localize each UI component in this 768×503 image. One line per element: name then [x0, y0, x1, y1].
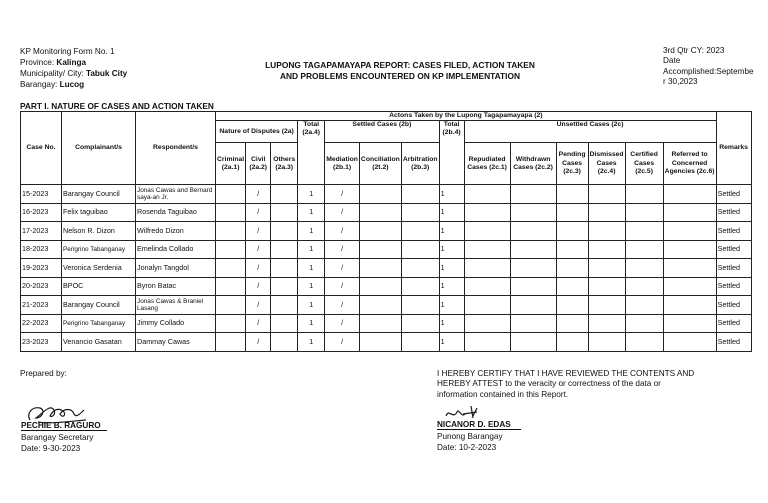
secretary-position: Barangay Secretary: [21, 433, 94, 442]
cell-mediation: /: [325, 314, 360, 333]
cell-total-2a4: 1: [298, 259, 325, 278]
cell-case-no: 17-2023: [21, 222, 62, 241]
table-row: [21, 314, 752, 333]
cell-withdrawn: [510, 222, 556, 241]
cases-table: [20, 111, 752, 352]
cell-civil: /: [246, 240, 271, 259]
cell-dismissed: [588, 240, 625, 259]
col-others: Others (2a.3): [271, 143, 298, 185]
cell-withdrawn: [510, 185, 556, 204]
cell-total-2b4: 1: [439, 185, 464, 204]
cell-case-no: 18-2023: [21, 240, 62, 259]
cell-certified: [625, 296, 663, 315]
cell-mediation: /: [325, 296, 360, 315]
cell-case-no: 20-2023: [21, 277, 62, 296]
cell-others: [271, 203, 298, 222]
cell-complainant: Nelson R. Dizon: [62, 222, 136, 241]
certification-line-1: I HEREBY CERTIFY THAT I HAVE REVIEWED THE CONTENTS AND: [437, 369, 695, 378]
municipality-line: [20, 69, 127, 79]
cell-mediation: /: [325, 185, 360, 204]
cell-repudiated: [464, 259, 510, 278]
cell-criminal: [216, 203, 246, 222]
cell-pending: [556, 333, 588, 352]
table-header-row-1: [21, 112, 752, 121]
cell-pending: [556, 277, 588, 296]
table-row: [21, 333, 752, 352]
cell-remarks: Settled: [716, 314, 751, 333]
table-row: [21, 240, 752, 259]
cell-conciliation: [359, 259, 401, 278]
table-row: [21, 185, 752, 204]
table-row: [21, 203, 752, 222]
cell-respondent: Emelinda Collado: [136, 240, 216, 259]
cell-civil: /: [246, 259, 271, 278]
cell-pending: [556, 296, 588, 315]
cell-repudiated: [464, 240, 510, 259]
cell-case-no: 22-2023: [21, 314, 62, 333]
cell-conciliation: [359, 314, 401, 333]
cell-civil: /: [246, 333, 271, 352]
col-referred: Referred to Concerned Agencies (2c.6): [663, 143, 716, 185]
col-complainant: Complainant/s: [62, 112, 136, 185]
cell-repudiated: [464, 277, 510, 296]
cell-total-2a4: 1: [298, 222, 325, 241]
cell-withdrawn: [510, 296, 556, 315]
cell-complainant: Barangay Council: [62, 185, 136, 204]
cell-criminal: [216, 185, 246, 204]
cell-arbitration: [401, 296, 439, 315]
col-unsettled-cases: Unsettled Cases (2c): [464, 121, 716, 143]
cell-dismissed: [588, 203, 625, 222]
cell-referred: [663, 240, 716, 259]
col-withdrawn: Withdrawn Cases (2c.2): [510, 143, 556, 185]
cell-referred: [663, 185, 716, 204]
cell-others: [271, 314, 298, 333]
cell-repudiated: [464, 296, 510, 315]
cell-others: [271, 333, 298, 352]
cell-withdrawn: [510, 333, 556, 352]
municipality-value: Tabuk City: [85, 69, 128, 78]
cell-others: [271, 296, 298, 315]
cell-total-2b4: 1: [439, 333, 464, 352]
cell-withdrawn: [510, 314, 556, 333]
cell-repudiated: [464, 314, 510, 333]
cell-dismissed: [588, 222, 625, 241]
cell-complainant: BPOC: [62, 277, 136, 296]
cell-civil: /: [246, 314, 271, 333]
cell-arbitration: [401, 222, 439, 241]
cell-total-2b4: 1: [439, 296, 464, 315]
cell-criminal: [216, 240, 246, 259]
cell-total-2a4: 1: [298, 240, 325, 259]
cell-remarks: Settled: [716, 240, 751, 259]
cell-arbitration: [401, 240, 439, 259]
cell-others: [271, 277, 298, 296]
quarter-label: 3rd Qtr CY: 2023: [663, 46, 725, 55]
cell-pending: [556, 259, 588, 278]
cell-repudiated: [464, 333, 510, 352]
prepared-date: Date: 9-30-2023: [21, 444, 81, 453]
cell-dismissed: [588, 333, 625, 352]
cell-total-2b4: 1: [439, 222, 464, 241]
col-arbitration: Arbitration (2b.3): [401, 143, 439, 185]
cell-remarks: Settled: [716, 185, 751, 204]
cell-total-2b4: 1: [439, 259, 464, 278]
cell-remarks: Settled: [716, 277, 751, 296]
cell-arbitration: [401, 314, 439, 333]
cell-criminal: [216, 333, 246, 352]
barangay-label: Barangay:: [20, 80, 58, 89]
col-remarks: Remarks: [716, 112, 751, 185]
cell-respondent: Jonas Cawas and Bernard saya-an Jr.: [136, 185, 216, 204]
cell-conciliation: [359, 203, 401, 222]
cell-withdrawn: [510, 259, 556, 278]
col-certified: Certified Cases (2c.5): [625, 143, 663, 185]
cell-certified: [625, 314, 663, 333]
cell-mediation: /: [325, 222, 360, 241]
cell-complainant: Barangay Council: [62, 296, 136, 315]
cell-referred: [663, 314, 716, 333]
table-row: [21, 277, 752, 296]
col-total-2b4: Total (2b.4): [439, 121, 464, 185]
cell-conciliation: [359, 240, 401, 259]
report-title-line-2: AND PROBLEMS ENCOUNTERED ON KP IMPLEMENTATION: [279, 70, 521, 81]
cell-arbitration: [401, 185, 439, 204]
certify-date: Date: 10-2-2023: [437, 443, 497, 452]
col-respondent: Respondent/s: [136, 112, 216, 185]
cell-referred: [663, 277, 716, 296]
punong-barangay-position: Punong Barangay: [437, 432, 503, 441]
part-title: PART I. NATURE OF CASES AND ACTION TAKEN: [20, 101, 214, 111]
table-row: [21, 222, 752, 241]
cell-certified: [625, 259, 663, 278]
cell-complainant: Veronica Serdenia: [62, 259, 136, 278]
barangay-line: [20, 80, 84, 90]
cell-respondent: Wilfredo Dizon: [136, 222, 216, 241]
cell-respondent: Byron Batac: [136, 277, 216, 296]
cell-civil: /: [246, 203, 271, 222]
report-title: [250, 60, 550, 81]
col-criminal: Criminal (2a.1): [216, 143, 246, 185]
cell-conciliation: [359, 277, 401, 296]
cell-referred: [663, 259, 716, 278]
cell-remarks: Settled: [716, 296, 751, 315]
col-repudiated: Repudiated Cases (2c.1): [464, 143, 510, 185]
cell-total-2b4: 1: [439, 314, 464, 333]
cell-dismissed: [588, 277, 625, 296]
cell-case-no: 19-2023: [21, 259, 62, 278]
report-period: [663, 46, 767, 88]
cell-dismissed: [588, 314, 625, 333]
province-line: [20, 58, 86, 68]
cell-pending: [556, 240, 588, 259]
cell-respondent: Jonalyn Tangdol: [136, 259, 216, 278]
date-label: Date: [663, 56, 681, 66]
cell-total-2a4: 1: [298, 203, 325, 222]
col-settled-cases: Settled Cases (2b): [325, 121, 439, 143]
cell-case-no: 15-2023: [21, 185, 62, 204]
form-number: KP Monitoring Form No. 1: [20, 47, 115, 56]
cell-withdrawn: [510, 240, 556, 259]
cell-case-no: 16-2023: [21, 203, 62, 222]
cell-referred: [663, 333, 716, 352]
punong-barangay-name: NICANOR D. EDAS: [437, 420, 511, 429]
cell-mediation: /: [325, 203, 360, 222]
cell-civil: /: [246, 185, 271, 204]
col-civil: Civil (2a.2): [246, 143, 271, 185]
cell-case-no: 21-2023: [21, 296, 62, 315]
cell-total-2a4: 1: [298, 333, 325, 352]
cell-withdrawn: [510, 277, 556, 296]
cell-arbitration: [401, 259, 439, 278]
cell-respondent: Jimmy Collado: [136, 314, 216, 333]
cell-others: [271, 259, 298, 278]
cell-certified: [625, 222, 663, 241]
cell-withdrawn: [510, 203, 556, 222]
cell-remarks: Settled: [716, 259, 751, 278]
accomplished-date: Accomplished:September 30,2023: [663, 66, 754, 87]
cell-remarks: Settled: [716, 203, 751, 222]
cell-case-no: 23-2023: [21, 333, 62, 352]
cell-certified: [625, 185, 663, 204]
cell-others: [271, 222, 298, 241]
cell-total-2a4: 1: [298, 185, 325, 204]
cell-total-2b4: 1: [439, 240, 464, 259]
col-nature-of-disputes: Nature of Disputes (2a): [216, 121, 298, 143]
cell-pending: [556, 222, 588, 241]
cell-total-2a4: 1: [298, 277, 325, 296]
cell-dismissed: [588, 296, 625, 315]
cell-remarks: Settled: [716, 222, 751, 241]
cell-others: [271, 240, 298, 259]
cell-conciliation: [359, 222, 401, 241]
cell-certified: [625, 203, 663, 222]
cell-referred: [663, 203, 716, 222]
secretary-name: PECHIE B. RAGURO: [21, 421, 101, 430]
cell-dismissed: [588, 259, 625, 278]
cell-pending: [556, 185, 588, 204]
cell-repudiated: [464, 203, 510, 222]
barangay-value: Lucog: [59, 80, 85, 89]
prepared-by-label: Prepared by:: [20, 369, 67, 378]
cell-certified: [625, 240, 663, 259]
cell-repudiated: [464, 222, 510, 241]
cell-arbitration: [401, 203, 439, 222]
cell-conciliation: [359, 333, 401, 352]
municipality-label: Municipality/ City:: [20, 69, 84, 78]
cell-mediation: /: [325, 259, 360, 278]
col-pending: Pending Cases (2c.3): [556, 143, 588, 185]
cell-civil: /: [246, 296, 271, 315]
cell-total-2a4: 1: [298, 296, 325, 315]
cell-remarks: Settled: [716, 333, 751, 352]
cell-repudiated: [464, 185, 510, 204]
cell-civil: /: [246, 222, 271, 241]
report-title-line-1: LUPONG TAGAPAMAYAPA REPORT: CASES FILED, ACTION TAKEN: [265, 60, 535, 70]
cell-complainant: Perigrino Tabanganay: [62, 314, 136, 333]
cell-criminal: [216, 314, 246, 333]
certification-line-2: HEREBY ATTEST to the veracity or correctness of the data or: [437, 379, 661, 389]
cell-complainant: Perigrino Tabanganay: [62, 240, 136, 259]
province-label: Province:: [20, 58, 55, 67]
cell-mediation: /: [325, 333, 360, 352]
certification-line-3: information contained in this Report.: [437, 389, 569, 399]
col-total-2a4: Total (2a.4): [298, 121, 325, 185]
cell-complainant: Venancio Gasatan: [62, 333, 136, 352]
cell-conciliation: [359, 296, 401, 315]
col-mediation: Mediation (2b.1): [325, 143, 360, 185]
cell-respondent: Dammay Cawas: [136, 333, 216, 352]
cell-arbitration: [401, 277, 439, 296]
cell-referred: [663, 222, 716, 241]
table-row: [21, 259, 752, 278]
cell-criminal: [216, 259, 246, 278]
cell-certified: [625, 277, 663, 296]
cell-certified: [625, 333, 663, 352]
cell-total-2b4: 1: [439, 277, 464, 296]
cell-mediation: /: [325, 240, 360, 259]
col-conciliation: Conciliation (2t.2): [359, 143, 401, 185]
col-actions-taken: Actons Taken by the Lupong Tagapamayapa (2): [216, 112, 717, 121]
cell-others: [271, 185, 298, 204]
cell-pending: [556, 314, 588, 333]
cell-pending: [556, 203, 588, 222]
cell-mediation: /: [325, 277, 360, 296]
cell-dismissed: [588, 185, 625, 204]
cell-criminal: [216, 222, 246, 241]
col-dismissed: Dismissed Cases (2c.4): [588, 143, 625, 185]
case-rows: [21, 185, 752, 352]
col-case-no: Case No.: [21, 112, 62, 185]
certification-text: [437, 369, 694, 400]
cell-civil: /: [246, 277, 271, 296]
cell-conciliation: [359, 185, 401, 204]
cell-respondent: Rosenda Taguibao: [136, 203, 216, 222]
cell-referred: [663, 296, 716, 315]
cell-total-2a4: 1: [298, 314, 325, 333]
cell-complainant: Felix taguibao: [62, 203, 136, 222]
cell-respondent: Jonas Cawas & Braniel Lasang: [136, 296, 216, 315]
cell-total-2b4: 1: [439, 203, 464, 222]
province-value: Kalinga: [56, 58, 86, 67]
cell-arbitration: [401, 333, 439, 352]
cell-criminal: [216, 296, 246, 315]
cell-criminal: [216, 277, 246, 296]
table-row: [21, 296, 752, 315]
